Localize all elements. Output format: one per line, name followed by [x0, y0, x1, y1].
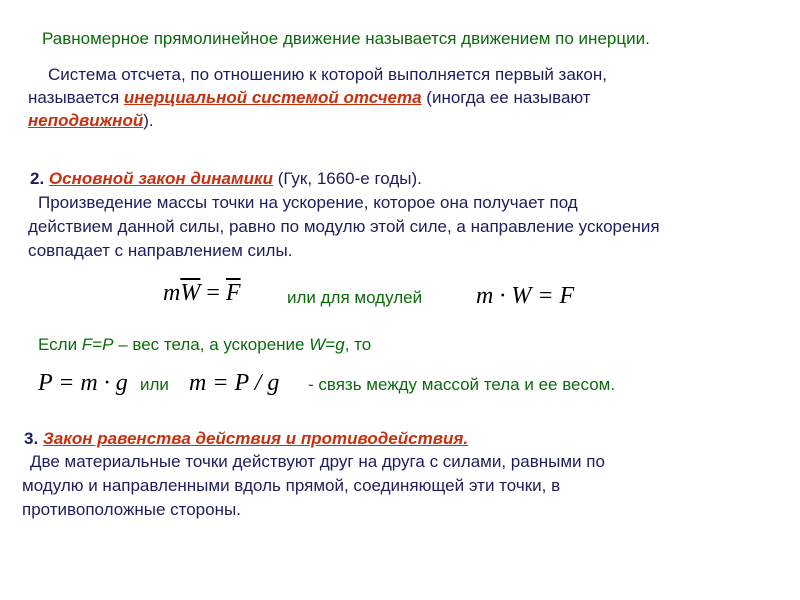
- gravity-W: W: [309, 335, 326, 354]
- mass-weight-relation: - связь между массой тела и ее весом.: [308, 375, 616, 394]
- p1-line3: [28, 108, 154, 133]
- slide-heading: Равномерное прямолинейное движение называется движением по инерции.: [42, 29, 650, 48]
- or-for-modules-text: или для модулей: [287, 288, 423, 307]
- p1-line2-pre: называется: [28, 88, 124, 107]
- term-fixed: неподвижной: [28, 111, 144, 130]
- or-text: или: [140, 375, 169, 394]
- formula-scalar-newton2: m · W = F: [476, 283, 575, 309]
- formula-mass: m = P / g: [189, 370, 280, 396]
- s2-number: 2.: [30, 169, 45, 188]
- s3-line1: Две материальные точки действуют друг на друга с силами, равными по: [30, 452, 605, 471]
- s3-line2: модулю и направленными вдоль прямой, соединяющей эти точки, в: [22, 476, 561, 495]
- p1-line3-post: ).: [143, 111, 154, 130]
- term-action-reaction: Закон равенства действия и противодействия.: [42, 429, 469, 448]
- gravity-eq1: =: [92, 335, 103, 354]
- s3-line3: противоположные стороны.: [22, 500, 241, 519]
- gravity-g: g: [335, 335, 345, 354]
- gravity-post: , то: [344, 335, 372, 354]
- term-inertial-frame: инерциальной системой отсчета: [123, 88, 422, 107]
- s2-line3: совпадает с направлением силы.: [28, 241, 293, 260]
- term-dynamics-law: Основной закон динамики: [48, 169, 273, 188]
- gravity-line: [38, 332, 371, 357]
- formula-vector-newton2: $m\overline{W} = \overline{F}$: [163, 280, 241, 306]
- formula-weight: P = m · g: [38, 370, 128, 396]
- gravity-pre: Если: [38, 335, 82, 354]
- s2-line2: действием данной силы, равно по модулю этой силе, а направление ускорения: [28, 217, 660, 236]
- p1-line2: [28, 85, 591, 110]
- s3-number: 3.: [24, 429, 39, 448]
- s2-line1: Произведение массы точки на ускорение, которое она получает под: [38, 193, 578, 212]
- p1-line1: Система отсчета, по отношению к которой выполняется первый закон,: [48, 65, 607, 84]
- p1-line2-post: (иногда ее называют: [421, 88, 591, 107]
- s2-meta: (Гук, 1660-е годы).: [272, 169, 422, 188]
- s3-title: [24, 426, 468, 451]
- gravity-F: F: [81, 335, 93, 354]
- gravity-eq2: =: [325, 335, 336, 354]
- gravity-mid: – вес тела, а ускорение: [113, 335, 310, 354]
- s2-title: [30, 166, 422, 191]
- gravity-P: P: [102, 335, 114, 354]
